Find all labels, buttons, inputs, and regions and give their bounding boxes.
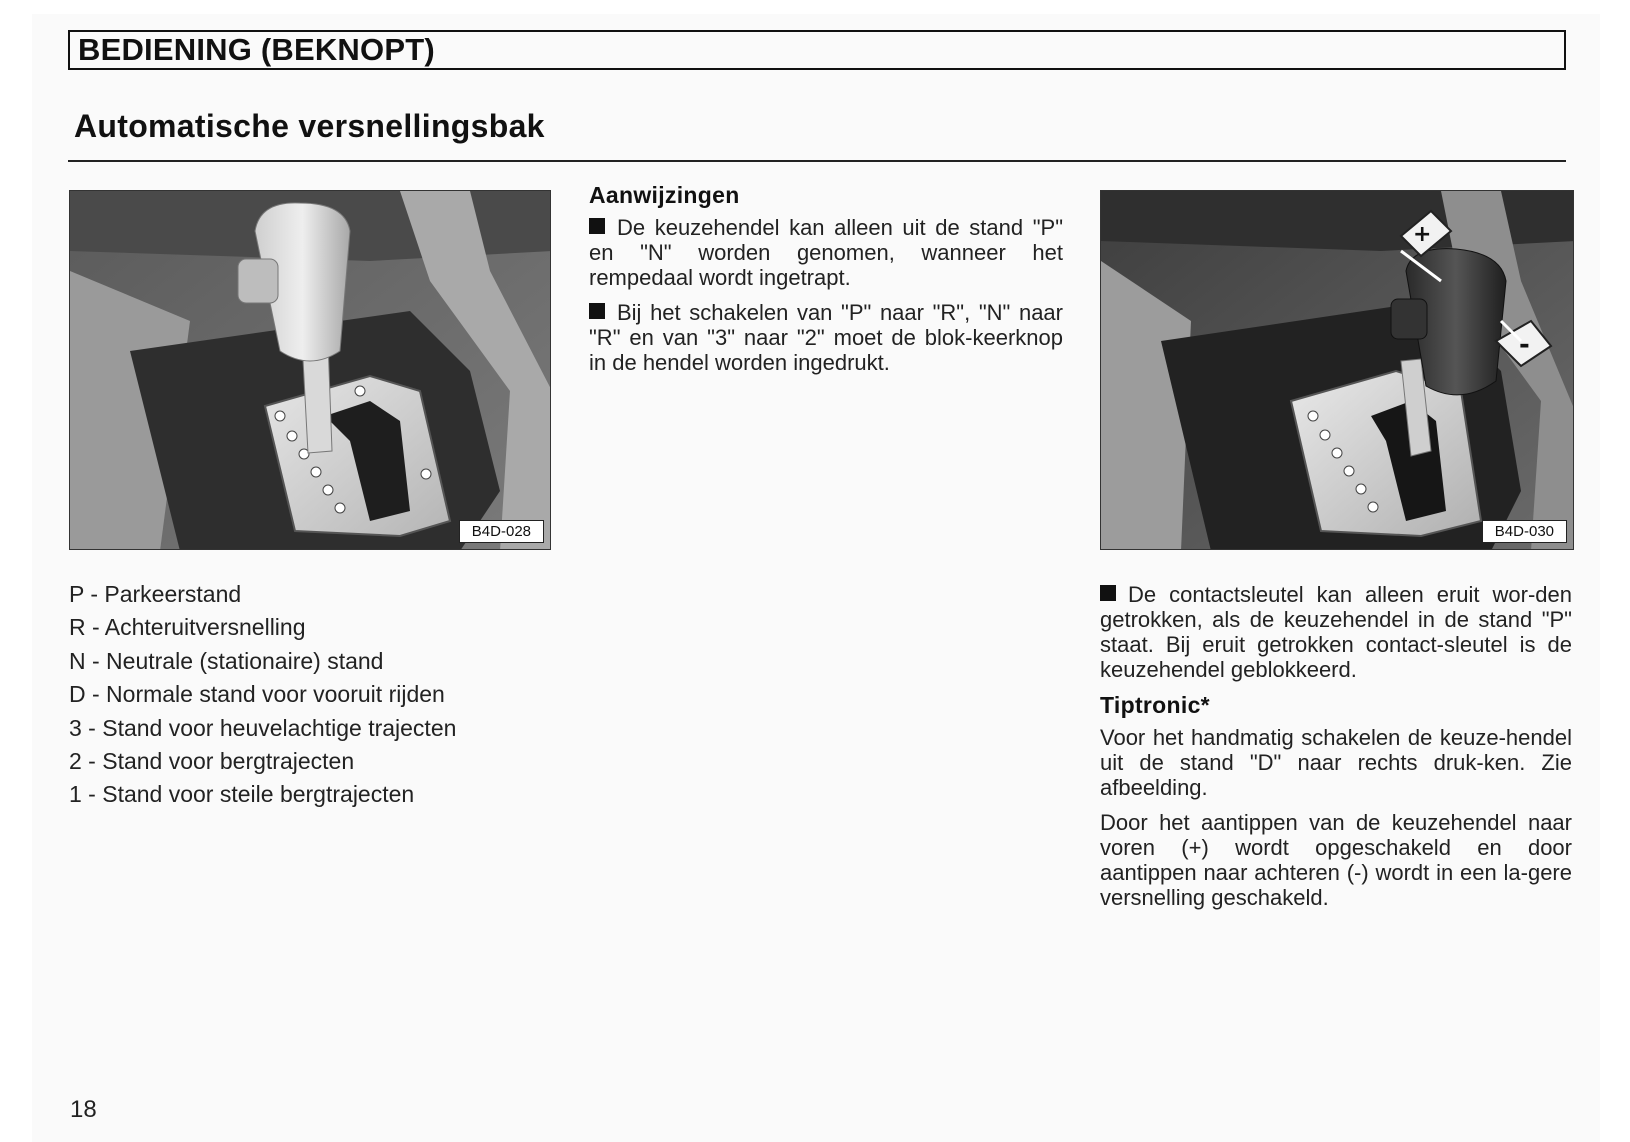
bullet-square-icon	[589, 218, 605, 234]
chapter-title: BEDIENING (BEKNOPT)	[78, 32, 435, 67]
minus-mark-icon: -	[1519, 330, 1530, 360]
section-title: Automatische versnellingsbak	[74, 108, 545, 144]
ignition-key-note	[1100, 582, 1572, 682]
tiptronic-column	[1100, 582, 1572, 920]
legend-item: 3 - Stand voor heuvelachtige trajecten	[69, 714, 457, 741]
plus-mark-icon: +	[1413, 222, 1432, 247]
gear-selector-illustration	[70, 191, 551, 550]
legend-item: 1 - Stand voor steile bergtrajecten	[69, 781, 415, 808]
bullet-square-icon	[589, 303, 605, 319]
legend-item: R - Achteruitversnelling	[69, 614, 306, 641]
tiptronic-illustration	[1101, 191, 1574, 550]
tiptronic-paragraph: Door het aantippen van de keuzehendel naar voren (+) wordt opgeschakeld en door aantippen naar achteren (-) wordt in een la-gere versnelling geschakeld.	[1100, 810, 1572, 910]
gear-legend	[69, 578, 549, 812]
tiptronic-paragraph: Voor het handmatig schakelen de keuze-hendel uit de stand "D" naar rechts druk-ken. Zie afbeelding.	[1100, 725, 1572, 800]
note-item	[589, 215, 1063, 290]
section-divider	[68, 160, 1566, 162]
notes-column	[589, 182, 1063, 385]
note-text: De contactsleutel kan alleen eruit wor-den getrokken, als de keuzehendel in de stand "P" staat. Bij eruit getrokken contact-sleutel is de keuzehendel geblokkeerd.	[1100, 582, 1572, 682]
figure-code-label: B4D-028	[459, 520, 544, 543]
note-text: Bij het schakelen van "P" naar "R", "N" naar "R" en van "3" naar "2" moet de blok-keerknop in de hendel worden ingedrukt.	[589, 300, 1063, 375]
page-number: 18	[70, 1096, 97, 1123]
chapter-header	[68, 30, 1566, 70]
legend-item: P - Parkeerstand	[69, 581, 242, 607]
notes-heading: Aanwijzingen	[589, 182, 740, 208]
note-item	[589, 300, 1063, 375]
figure-gear-selector	[69, 190, 551, 550]
figure-tiptronic	[1100, 190, 1574, 550]
legend-item: 2 - Stand voor bergtrajecten	[69, 748, 355, 775]
legend-item: N - Neutrale (stationaire) stand	[69, 647, 384, 674]
figure-code-label: B4D-030	[1482, 520, 1567, 543]
note-text: De keuzehendel kan alleen uit de stand "P" en "N" worden genomen, wanneer het rempedaal wordt ingetrapt.	[589, 215, 1063, 290]
tiptronic-heading: Tiptronic*	[1100, 692, 1210, 718]
bullet-square-icon	[1100, 585, 1116, 601]
legend-item: D - Normale stand voor vooruit rijden	[69, 681, 445, 708]
